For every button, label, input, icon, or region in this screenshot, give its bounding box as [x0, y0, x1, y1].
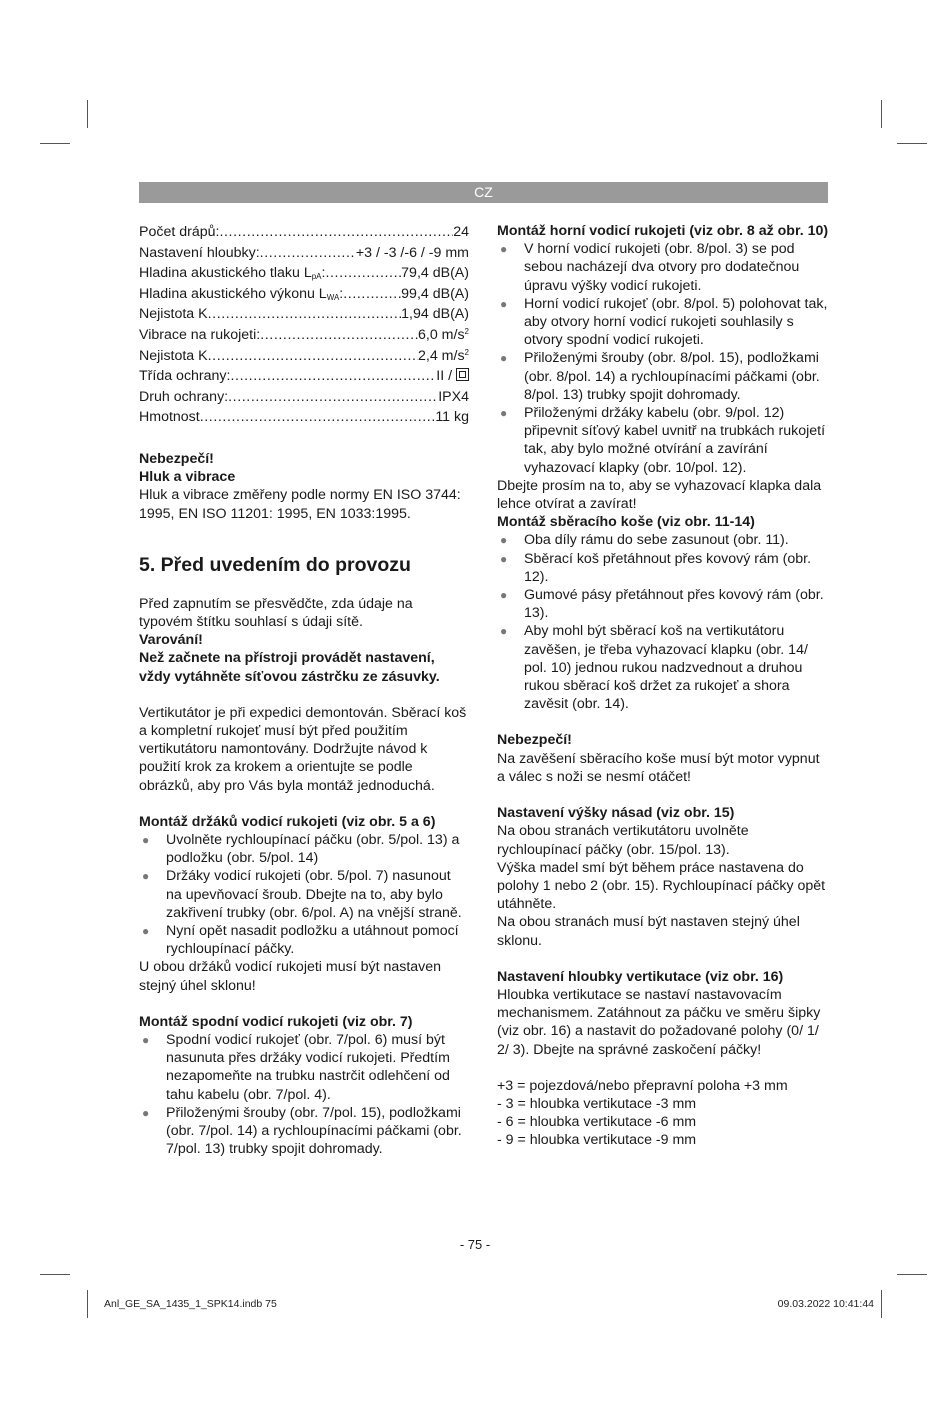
crop-mark	[897, 1274, 927, 1275]
noise-heading: Hluk a vibrace	[139, 469, 236, 486]
noise-text: Hluk a vibrace změřeny podle normy EN ISO 3744: 1995, EN ISO 11201: 1995, EN 1033:1995.	[139, 487, 461, 522]
warning-heading: Varování!	[139, 632, 203, 649]
footer-timestamp: 09.03.2022 10:41:44	[777, 1298, 874, 1310]
spec-row: Nejistota K ..... 2,4 $m/s^2$	[139, 346, 469, 367]
warning-text: Než začnete na přístroji provádět nastavení, vždy vytáhněte síťovou zástrčku ze zásuvky.	[139, 650, 440, 685]
list-item: ● Přiloženými držáky kabelu (obr. 9/pol. 12) připevnit síťový kabel uvnitř na trubkách rukojetí tak, aby bylo možné otvírání a zavírání vyhazovací klapky (obr. 10/pol. 12).	[500, 405, 826, 476]
list-item: ● Přiloženými šrouby (obr. 8/pol. 15), podložkami (obr. 8/pol. 14) a rychloupínacími páčkami (obr. 8/pol. 13) trubky spojit dohromady.	[500, 350, 820, 403]
list-item: ● Oba díly rámu do sebe zasunout (obr. 11).	[500, 532, 789, 549]
spec-row: Hladina akustického tlaku $L_{pA}$: ..... 79,4 dB(A)	[139, 263, 469, 284]
lower-handle-heading: Montáž spodní vodicí rukojeti (viz obr. 7)	[139, 1013, 413, 1030]
danger-heading: Nebezpečí!	[139, 450, 214, 467]
height-text: Výška madel smí být během práce nastavena do polohy 1 nebo 2 (obr. 15). Rychloupínací páčky opět utáhněte.	[497, 859, 826, 913]
list-item: ● Nyní opět nasadit podložku a utáhnout pomocí rychloupínací páčky.	[142, 923, 459, 958]
list-item: ● Spodní vodicí rukojeť (obr. 7/pol. 6) musí být nasunuta přes držáky vodicí rukojeti. Předtím nezapomeňte na trubku nastrčit odlehčení od tahu kabelu (obr. 7/pol. 4).	[142, 1032, 450, 1103]
depth-heading: Nastavení hloubky vertikutace (viz obr. 16)	[497, 968, 784, 985]
crop-mark	[87, 1290, 88, 1318]
list-item: ● V horní vodicí rukojeti (obr. 8/pol. 3) se pod sebou nacházejí dva otvory pro dodatečnou úpravu výšky vodicí rukojeti.	[500, 241, 800, 294]
list-item: ● Gumové pásy přetáhnout přes kovový rám (obr. 13).	[500, 587, 824, 622]
crop-mark	[40, 1274, 70, 1275]
crop-mark	[87, 100, 88, 128]
depth-value-line: - 6 = hloubka vertikutace -6 mm	[497, 1114, 697, 1131]
upper-handle-note: Dbejte prosím na to, aby se vyhazovací klapka dala lehce otvírat a zavírat!	[497, 477, 822, 513]
intro-text: Před zapnutím se přesvědčte, zda údaje na typovém štítku souhlasí s údaji sítě.	[139, 595, 413, 630]
left-column	[139, 222, 469, 1158]
lower-handle-list	[139, 1031, 469, 1158]
crop-mark	[897, 143, 927, 144]
list-item: ● Aby mohl být sběrací koš na vertikutátoru zavěšen, je třeba vyhazovací klapku (obr. 14/ pol. 10) jednou rukou nadzvednout a druhou rukou sběrací koš držet za rukojeť a shora zavěsit (obr. 14).	[500, 623, 808, 713]
assembly-text: Vertikutátor je při expedici demontován. Sběrací koš a kompletní rukojeť musí být před použitím vertikutátoru namontovány. Dodržujte návod k použití krok za krokem a orientujte se podle obrázků, aby pro Vás byla montáž jednoduchá.	[139, 704, 467, 794]
depth-values	[497, 1077, 829, 1150]
double-insulation-icon	[456, 368, 469, 381]
spec-row: Počet drápů: ..... 24	[139, 222, 469, 243]
holders-heading: Montáž držáků vodicí rukojeti (viz obr. 5 a 6)	[139, 813, 436, 830]
right-column	[497, 222, 829, 1150]
crop-mark	[881, 100, 882, 128]
crop-mark	[881, 1290, 882, 1318]
list-item: ● Horní vodicí rukojeť (obr. 8/pol. 5) polohovat tak, aby otvory horní vodicí rukojeti souhlasily s otvory spodní vodicí rukojeti.	[500, 295, 828, 349]
spec-row: Nastavení hloubky: ..... +3 / -3 /-6 / -9 mm	[139, 243, 469, 264]
spec-row: Vibrace na rukojeti: ..... 6,0 $m/s^2$	[139, 325, 469, 346]
spec-row: Druh ochrany: ..... IPX4	[139, 387, 469, 408]
crop-mark	[40, 143, 70, 144]
holders-note: U obou držáků vodicí rukojeti musí být nastaven stejný úhel sklonu!	[139, 959, 442, 994]
basket-heading: Montáž sběracího koše (viz obr. 11-14)	[497, 514, 755, 531]
depth-text: Hloubka vertikutace se nastaví nastavovacím mechanismem. Zatáhnout za páčku ve směru šipky (viz obr. 16) a nastavit do požadované polohy (0/ 1/ 2/ 3). Dbejte na správné zaskočení páčky!	[497, 986, 821, 1058]
height-text: Na obou stranách vertikutátoru uvolněte rychloupínací páčky (obr. 15/pol. 13).	[497, 823, 749, 858]
spec-row: Třída ochrany: ..... II /	[139, 366, 469, 387]
language-label: CZ	[474, 184, 493, 200]
depth-value-line: +3 = pojezdová/nebo přepravní poloha +3 mm	[497, 1077, 788, 1094]
upper-handle-heading: Montáž horní vodicí rukojeti (viz obr. 8 až obr. 10)	[497, 223, 829, 239]
list-item: ● Sběrací koš přetáhnout přes kovový rám (obr. 12).	[500, 550, 812, 585]
danger-text: Na zavěšení sběracího koše musí být motor vypnut a válec s noži se nesmí otáčet!	[497, 750, 820, 785]
technical-specs	[139, 222, 469, 428]
basket-list	[497, 531, 829, 713]
language-header-bar	[139, 182, 828, 203]
height-text: Na obou stranách musí být nastaven stejný úhel sklonu.	[497, 914, 800, 949]
height-heading: Nastavení výšky násad (viz obr. 15)	[497, 805, 735, 822]
list-item: ● Držáky vodicí rukojeti (obr. 5/pol. 7) nasunout na upevňovací šroub. Dbejte na to, aby bylo zakřivení trubky (obr. 6/pol. A) na vnější straně.	[142, 868, 462, 921]
depth-value-line: - 3 = hloubka vertikutace -3 mm	[497, 1095, 697, 1112]
section-title: 5. Před uvedením do provozu	[139, 553, 411, 576]
holders-list	[139, 831, 469, 958]
upper-handle-list	[497, 240, 829, 477]
list-item: ● Přiloženými šrouby (obr. 7/pol. 15), podložkami (obr. 7/pol. 14) a rychloupínacími páčkami (obr. 7/pol. 13) trubky spojit dohromady.	[142, 1104, 462, 1158]
list-item: ● Uvolněte rychloupínací páčku (obr. 5/pol. 13) a podložku (obr. 5/pol. 14)	[142, 831, 460, 867]
spec-row: Hmotnost ..... 11 kg	[139, 407, 469, 428]
spec-row: Hladina akustického výkonu $L_{WA}$: ..... 99,4 dB(A)	[139, 284, 469, 305]
spec-row: Nejistota K ..... 1,94 dB(A)	[139, 304, 469, 325]
page-number: - 75 -	[459, 1237, 491, 1252]
depth-value-line: - 9 = hloubka vertikutace -9 mm	[497, 1132, 697, 1149]
footer-file-info: Anl_GE_SA_1435_1_SPK14.indb 75	[104, 1298, 277, 1310]
danger-heading-right: Nebezpečí!	[497, 732, 572, 749]
